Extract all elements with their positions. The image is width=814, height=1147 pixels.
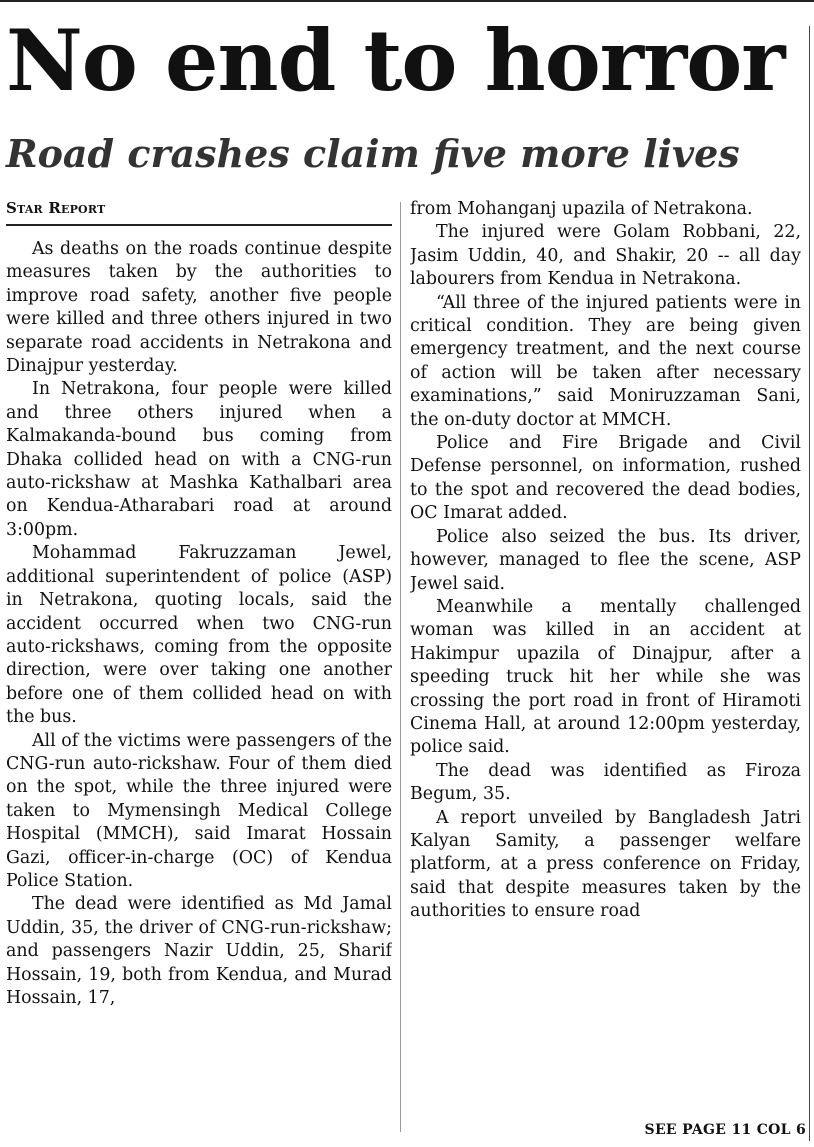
right-rule	[809, 26, 810, 1141]
paragraph: “All three of the injured patients were in critical condition. They are being given emergency treatment, and the next course of action will be taken after necessary examinations,” said Moniruzzaman Sani, the on-duty doctor at MMCH.	[410, 292, 801, 430]
column-left	[6, 198, 392, 1138]
paragraph: The dead were identified as Md Jamal Uddin, 35, the driver of CNG-run-rickshaw; and passengers Nazir Uddin, 25, Sharif Hossain, 19, both from Kendua, and Murad Hossain, 17,	[6, 894, 392, 1008]
continuation-note: SEE PAGE 11 COL 6	[644, 1122, 806, 1138]
paragraph: Mohammad Fakruzzaman Jewel, additional superintendent of police (ASP) in Netrakona, quoting locals, said the accident occurred when two CNG-run auto-rickshaws, coming from the opposite direction, were over taking one another before one of them collided head on with the bus.	[6, 543, 392, 728]
paragraph: As deaths on the roads continue despite measures taken by the authorities to improve road safety, another five people were killed and three others injured in two separate road accidents in Netrakona and Dinajpur yesterday.	[6, 239, 392, 377]
article-body	[6, 198, 801, 1138]
byline: Star Report	[6, 198, 392, 226]
subheadline: Road crashes claim five more lives	[6, 131, 740, 176]
paragraph: Meanwhile a mentally challenged woman was killed in an accident at Hakimpur upazila of Dinajpur, after a speeding truck hit her while she was crossing the port road in front of Hiramoti Cinema Hall, at around 12:00pm yesterday, police said.	[410, 596, 801, 758]
paragraph: The dead was identified as Firoza Begum, 35.	[410, 760, 801, 805]
headline: No end to horror	[6, 11, 785, 110]
paragraph: In Netrakona, four people were killed and three others injured when a Kalmakanda-bound bus coming from Dhaka collided head on with a CNG-run auto-rickshaw at Mashka Kathalbari area on Kendua-Atharabari road at around 3:00pm.	[6, 379, 392, 540]
paragraph-continued: from Mohanganj upazila of Netrakona.	[410, 199, 753, 219]
paragraph: A report unveiled by Bangladesh Jatri Kalyan Samity, a passenger welfare platform, at a press conference on Friday, said that despite measures taken by the authorities to ensure road	[410, 807, 801, 922]
top-rule	[0, 0, 814, 2]
column-divider	[400, 202, 401, 1132]
paragraph: All of the victims were passengers of the CNG-run auto-rickshaw. Four of them died on the spot, while the three injured were taken to Mymensingh Medical College Hospital (MMCH), said Imarat Hossain Gazi, officer-in-charge (OC) of Kendua Police Station.	[6, 730, 392, 891]
paragraph: The injured were Golam Robbani, 22, Jasim Uddin, 40, and Shakir, 20 -- all day labourers from Kendua in Netrakona.	[410, 222, 801, 290]
paragraph: Police and Fire Brigade and Civil Defense personnel, on information, rushed to the spot and recovered the dead bodies, OC Imarat added.	[410, 433, 801, 524]
column-right	[410, 198, 801, 1138]
paragraph: Police also seized the bus. Its driver, however, managed to flee the scene, ASP Jewel said.	[410, 526, 801, 594]
